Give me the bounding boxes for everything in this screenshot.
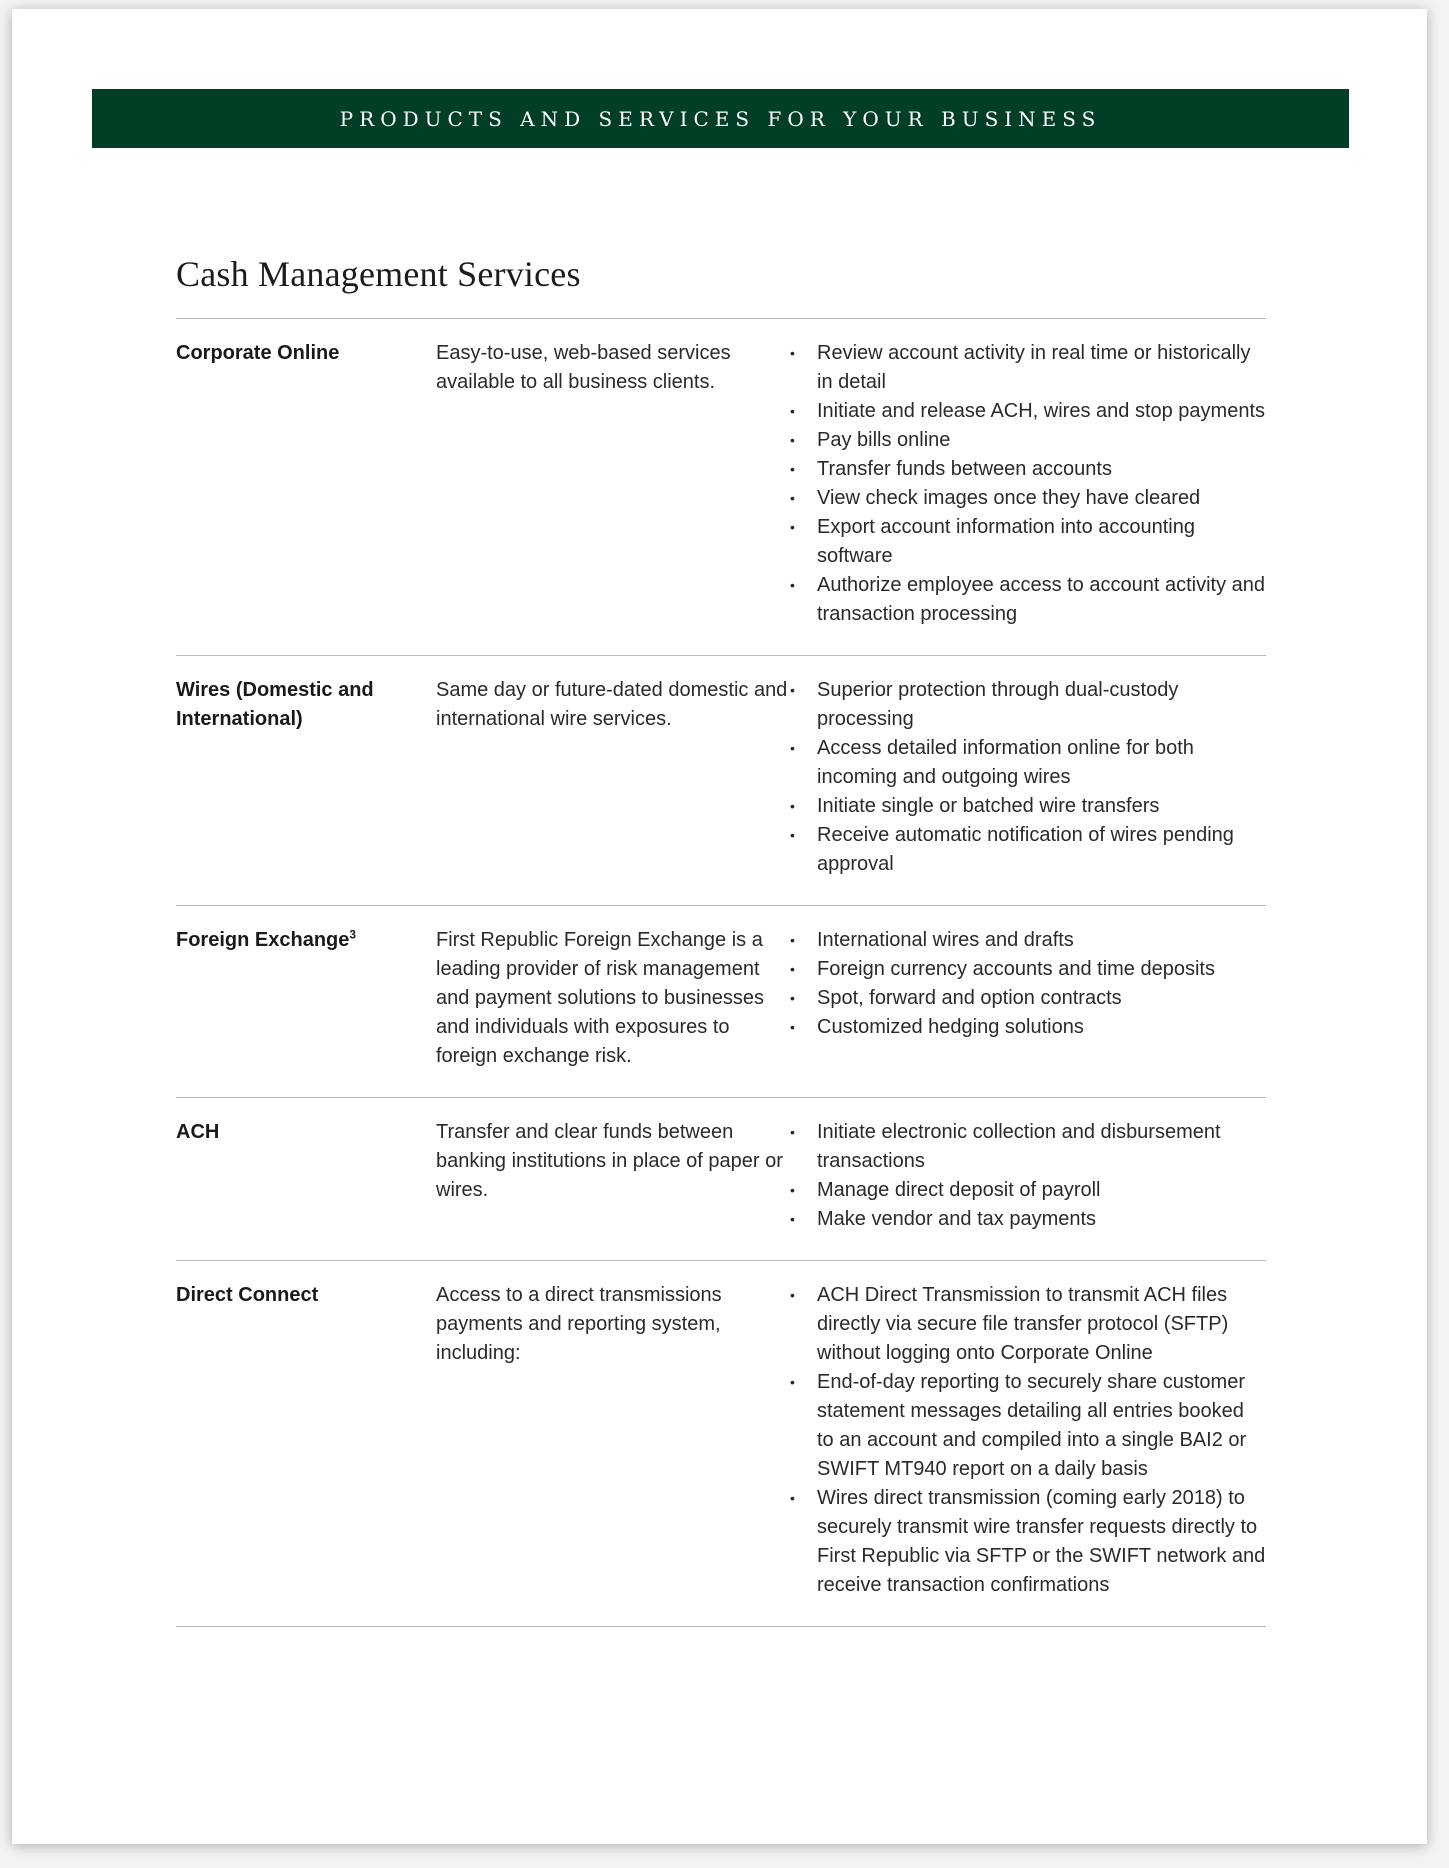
service-row-3 [176,905,1266,1097]
feature-item: • Receive automatic notification of wires pending approval [788,821,1266,879]
service-feature-list [788,926,1266,1071]
service-name-text: Direct Connect [176,1284,319,1306]
feature-item: • Export account information into accounting software [788,513,1266,571]
feature-item: • Superior protection through dual-custody processing [788,676,1266,734]
feature-item: • Foreign currency accounts and time deposits [788,955,1266,984]
service-row-5 [176,1260,1266,1627]
service-description: Access to a direct transmissions payments and reporting system, including: [436,1284,722,1364]
service-feature-list [788,339,1266,629]
footnote-marker: 3 [349,927,357,942]
service-name [176,1118,436,1234]
service-description: Transfer and clear funds between banking institutions in place of paper or wires. [436,1121,783,1201]
service-row-2 [176,655,1266,905]
service-row-1 [176,318,1266,655]
feature-item: • Wires direct transmission (coming early 2018) to securely transmit wire transfer requests directly to First Republic via SFTP or the SWIFT network and receive transaction confirmations [788,1484,1266,1600]
service-name-text: Corporate Online [176,342,340,364]
feature-item: • ACH Direct Transmission to transmit ACH files directly via secure file transfer protocol (SFTP) without logging onto Corporate Online [788,1281,1266,1368]
section-title: Cash Management Services [176,254,581,294]
service-description: Easy-to-use, web-based services available to all business clients. [436,342,731,393]
feature-item: • Transfer funds between accounts [788,455,1266,484]
service-name [176,926,436,1071]
feature-item: • International wires and drafts [788,926,1266,955]
banner-title: PRODUCTS AND SERVICES FOR YOUR BUSINESS [339,106,1102,131]
feature-item: • Access detailed information online for both incoming and outgoing wires [788,734,1266,792]
feature-item: • Manage direct deposit of payroll [788,1176,1266,1205]
service-feature-list [788,676,1266,879]
document-page [12,9,1427,1844]
feature-item: • Authorize employee access to account activity and transaction processing [788,571,1266,629]
service-description: First Republic Foreign Exchange is a leading provider of risk management and payment solutions to businesses and individuals with exposures to foreign exchange risk. [436,929,764,1067]
service-name-text: Foreign Exchange [176,929,350,951]
feature-item: • Spot, forward and option contracts [788,984,1266,1013]
feature-item: • Initiate electronic collection and disbursement transactions [788,1118,1266,1176]
service-description: Same day or future-dated domestic and international wire services. [436,679,788,730]
feature-item: • Initiate and release ACH, wires and stop payments [788,397,1266,426]
feature-item: • Review account activity in real time or historically in detail [788,339,1266,397]
feature-item: • Initiate single or batched wire transfers [788,792,1266,821]
feature-item: • Pay bills online [788,426,1266,455]
service-name [176,339,436,629]
feature-item: • View check images once they have cleared [788,484,1266,513]
service-name [176,676,436,879]
service-name-text: Wires (Domestic and International) [176,679,374,730]
service-feature-list [788,1118,1266,1234]
service-feature-list [788,1281,1266,1600]
header-banner [92,89,1349,148]
services-table [176,318,1266,1627]
service-name-text: ACH [176,1121,220,1143]
feature-item: • End-of-day reporting to securely share customer statement messages detailing all entries booked to an account and compiled into a single BAI2 or SWIFT MT940 report on a daily basis [788,1368,1266,1484]
feature-item: • Customized hedging solutions [788,1013,1266,1042]
service-name [176,1281,436,1600]
service-row-4 [176,1097,1266,1260]
feature-item: • Make vendor and tax payments [788,1205,1266,1234]
